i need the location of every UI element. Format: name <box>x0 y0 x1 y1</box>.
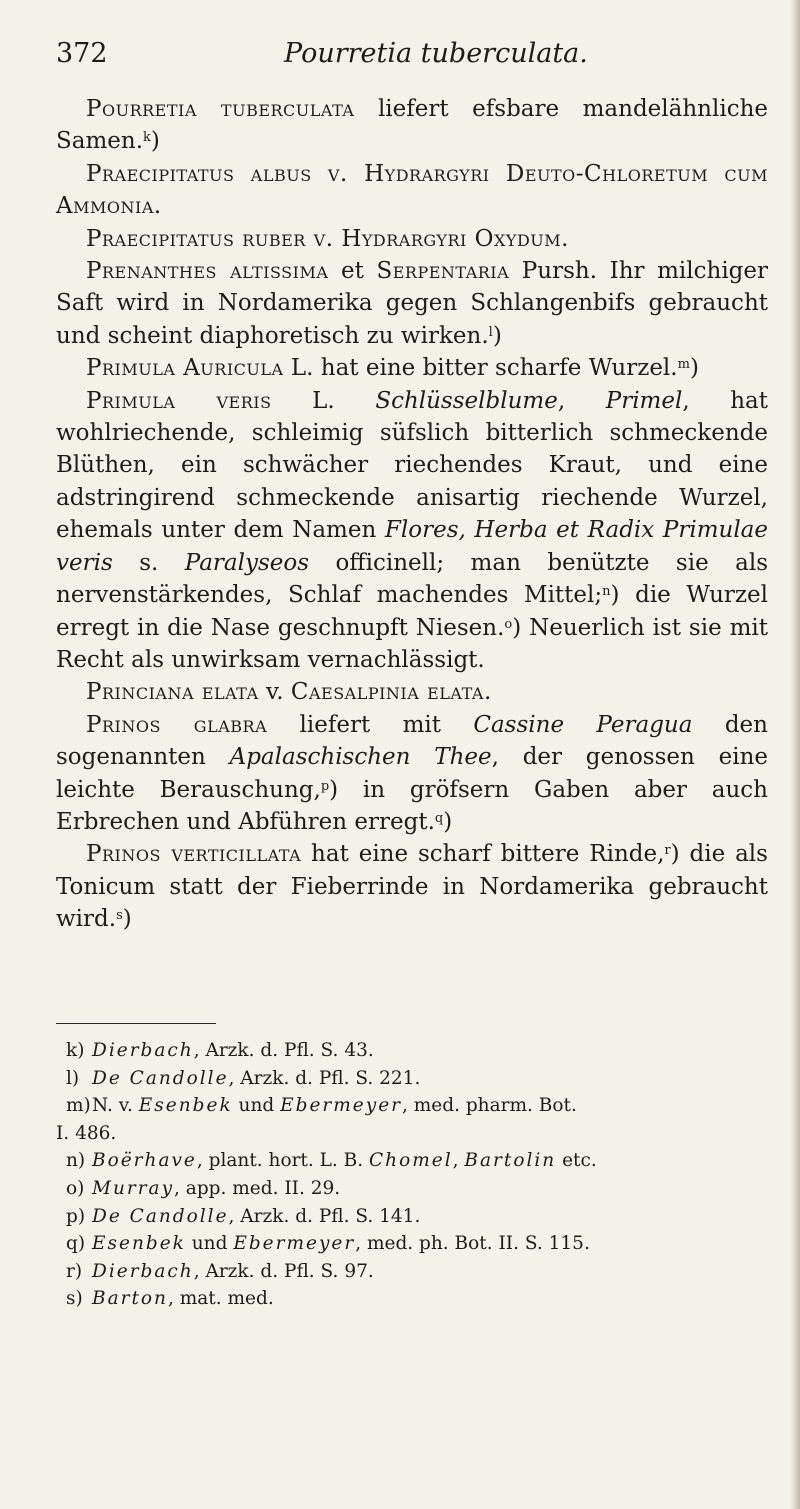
footnote-ref: p <box>320 778 330 794</box>
footnote-ref: o <box>504 616 513 632</box>
footnote-n: n) Boërhave, plant. hort. L. B. Chomel, Bartolin etc. <box>66 1150 597 1172</box>
entry-name: Prinos verticillata <box>86 841 302 868</box>
running-title: Pourretia tuberculata. <box>284 38 588 69</box>
entry-praecipitatus-albus <box>56 158 768 223</box>
entry-name-2: Caesalpinia elata. <box>290 679 492 706</box>
entry-name: Prinos glabra <box>86 711 268 738</box>
footnote-k: k) Dierbach, Arzk. d. Pfl. S. 43. <box>66 1040 374 1061</box>
entry-name: Primula Auricula <box>86 355 284 382</box>
footnote-s: s) Barton, mat. med. <box>66 1288 274 1310</box>
entry-praecipitatus-ruber <box>56 223 768 255</box>
entry-pourretia: Pourretia tuberculata liefert efsbare mandelähnliche Samen.$^k$) <box>56 96 769 155</box>
footnote-p: p) De Candolle, Arzk. d. Pfl. S. 141. <box>66 1205 421 1227</box>
footnote-ref: k <box>143 130 151 146</box>
footnote-r: r) Dierbach, Arzk. d. Pfl. S. 97. <box>66 1260 374 1282</box>
footnote-ref: m <box>677 357 690 373</box>
entry-primula-veris: Primula veris L. Schlüsselblume, Primel, hat wohlriechende, schleimig süfslich bitterlich schmeckende Blüthen, ein schwächer riechendes Kraut, und eine adstringirend schmeckende anisartig riechende Wurzel, ehemals unter dem Namen Flores, Herba et Radix Primulae veris s. Paralyseos officinell; man benützte sie als nervenstärkendes, Schlaf machendes Mittel;$^n$) die Wurzel erregt in die Nase geschnupft Niesen.$^o$) Neuerlich ist sie mit Recht als unwirksam vernachlässigt. <box>56 387 769 673</box>
entry-name: Pourretia tuberculata <box>86 96 355 122</box>
footnotes <box>56 1037 768 1313</box>
footnote-ref: l <box>488 324 493 340</box>
footnote-m: m)N. v. Esenbek und Ebermeyer, med. pharm. Bot. <box>66 1095 577 1117</box>
page-edge-shadow <box>790 0 800 1509</box>
footnote-l: l) De Candolle, Arzk. d. Pfl. S. 221. <box>66 1067 421 1089</box>
page-number: 372 <box>56 38 108 69</box>
entry-name: Praecipitatus albus v. Hydrargyri Deuto-Chloretum cum Ammonia. <box>56 160 768 220</box>
entry-name: Prenanthes altissima <box>86 258 329 285</box>
entry-primula-auricula: Primula Auricula L. hat eine bitter scharfe Wurzel.$^m$) <box>86 355 699 382</box>
entry-princiana: Princiana elata v. Caesalpinia elata. <box>86 679 492 706</box>
entry-prinos-glabra: Prinos glabra liefert mit Cassine Peragua den sogenannten Apalaschischen Thee, der genossen eine leichte Berauschung,$^p$) in gröfsern Gaben aber auch Erbrechen und Abführen erregt.$^q$) <box>56 711 768 835</box>
entry-name: Praecipitatus ruber v. Hydrargyri Oxydum. <box>86 225 569 252</box>
main-text <box>56 93 768 936</box>
footnote-ref: r <box>664 843 671 859</box>
entry-prenanthes: Prenanthes altissima et Serpentaria Pursh. Ihr milchiger Saft wird in Nordamerika gegen Schlangenbifs gebraucht und scheint diaphoretisch zu wirken.$^l$) <box>56 258 769 349</box>
footnote-divider <box>56 1023 216 1024</box>
footnote-ref: n <box>602 584 611 600</box>
footnote-m-continued: I. 486. <box>56 1122 117 1144</box>
footnote-ref: s <box>116 908 123 924</box>
entry-name-2: Serpentaria <box>376 258 510 285</box>
entry-name: Primula veris <box>86 387 272 414</box>
footnote-q: q) Esenbek und Ebermeyer, med. ph. Bot. II. S. 115. <box>66 1233 590 1255</box>
entry-prinos-verticillata: Prinos verticillata hat eine scharf bittere Rinde,$^r$) die als Tonicum statt der Fieberrinde in Nordamerika gebraucht wird.$^s$) <box>56 841 768 933</box>
footnote-ref: q <box>434 810 444 826</box>
footnote-o: o) Murray, app. med. II. 29. <box>66 1177 341 1199</box>
entry-name: Princiana elata <box>86 679 259 706</box>
page-header <box>56 38 766 78</box>
